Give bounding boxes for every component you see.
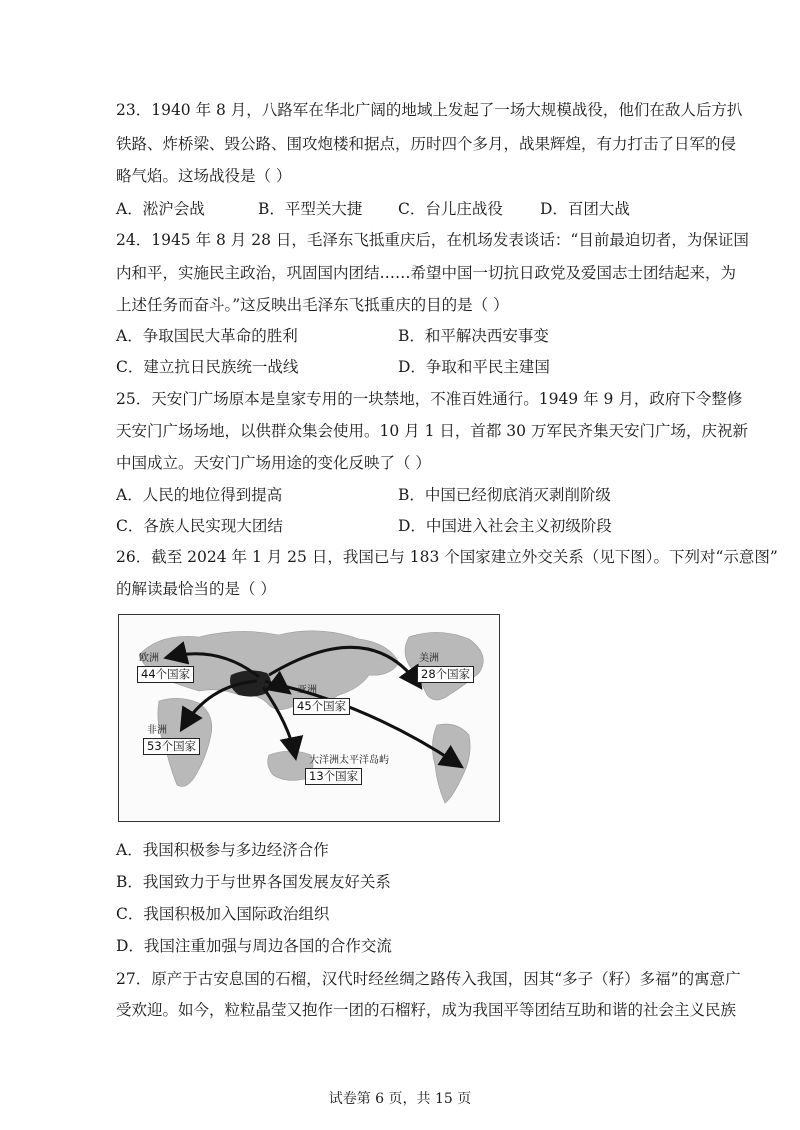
q27-line-2: 受欢迎。如今，粒粒晶莹又抱作一团的石榴籽，成为我国平等团结互助和谐的社会主义民族 (116, 1001, 737, 1019)
q25-option-a: A．人民的地位得到提高 (116, 486, 283, 504)
q23-line-1: 23．1940 年 8 月，八路军在华北广阔的地域上发起了一场大规模战役，他们在敌人后方扒 (116, 101, 743, 119)
americas-count: 28个国家 (417, 666, 474, 683)
q23-line-2: 铁路、炸桥梁、毁公路、围攻炮楼和据点，历时四个多月，战果辉煌，有力打击了日军的侵 (116, 135, 737, 153)
q26-option-a: A．我国积极参与多边经济合作 (116, 841, 329, 859)
asia-label: 亚洲 (297, 685, 317, 696)
q24-line-1: 24．1945 年 8 月 28 日，毛泽东飞抵重庆后，在机场发表谈话：“目前最迫切者，为保证国 (116, 231, 749, 249)
q23-option-c: C．台儿庄战役 (398, 200, 503, 218)
q26-option-c: C．我国积极加入国际政治组织 (116, 905, 330, 923)
q23-line-3: 略气焰。这场战役是（ ） (116, 167, 292, 185)
south-america-landmass (432, 724, 470, 803)
asia-count: 45个国家 (293, 698, 350, 715)
q26-option-d: D．我国注重加强与周边各国的合作交流 (116, 937, 392, 955)
q24-line-2: 内和平，实施民主政治，巩固国内团结……希望中国一切抗日政党及爱国志士团结起来，为 (116, 264, 737, 282)
oceania-count: 13个国家 (305, 768, 362, 785)
q26-option-b: B．我国致力于与世界各国发展友好关系 (116, 873, 391, 891)
europe-label: 欧洲 (139, 653, 159, 664)
americas-label: 美洲 (419, 653, 439, 664)
q23-option-a: A．淞沪会战 (116, 200, 205, 218)
q25-line-2: 天安门广场场地，以供群众集会使用。10 月 1 日，首都 30 万军民齐集天安门广场，庆祝新 (116, 422, 748, 440)
africa-label: 非洲 (147, 725, 167, 736)
q24-option-c: C．建立抗日民族统一战线 (116, 358, 299, 376)
q25-option-d: D．中国进入社会主义初级阶段 (398, 517, 612, 535)
diplomatic-relations-map (118, 614, 500, 822)
q25-option-b: B．中国已经彻底消灭剥削阶级 (398, 486, 611, 504)
q25-option-c: C．各族人民实现大团结 (116, 517, 283, 535)
europe-count: 44个国家 (137, 666, 194, 683)
q24-line-3: 上述任务而奋斗。”这反映出毛泽东飞抵重庆的目的是（ ） (116, 296, 509, 314)
q25-line-1: 25．天安门广场原本是皇家专用的一块禁地，不准百姓通行。1949 年 9 月，政府下令整修 (116, 390, 743, 408)
q26-line-2: 的解读最恰当的是（ ） (116, 580, 276, 598)
q24-option-a: A．争取国民大革命的胜利 (116, 327, 298, 345)
oceania-label: 大洋洲太平洋岛屿 (309, 755, 389, 766)
africa-count: 53个国家 (143, 738, 200, 755)
page-footer: 试卷第 6 页，共 15 页 (328, 1091, 472, 1107)
world-map-graphic (119, 615, 499, 821)
q23-option-d: D．百团大战 (540, 200, 630, 218)
q24-option-b: B．和平解决西安事变 (398, 327, 549, 345)
q25-line-3: 中国成立。天安门广场用途的变化反映了（ ） (116, 454, 431, 472)
q24-option-d: D．争取和平民主建国 (398, 358, 550, 376)
q23-option-b: B．平型关大捷 (258, 200, 363, 218)
q26-line-1: 26．截至 2024 年 1 月 25 日，我国已与 183 个国家建立外交关系（见下图）。下列对“示意图” (116, 548, 778, 566)
q27-line-1: 27．原产于古安息国的石榴，汉代时经丝绸之路传入我国，因其“多子（籽）多福”的寓意广 (116, 970, 741, 988)
